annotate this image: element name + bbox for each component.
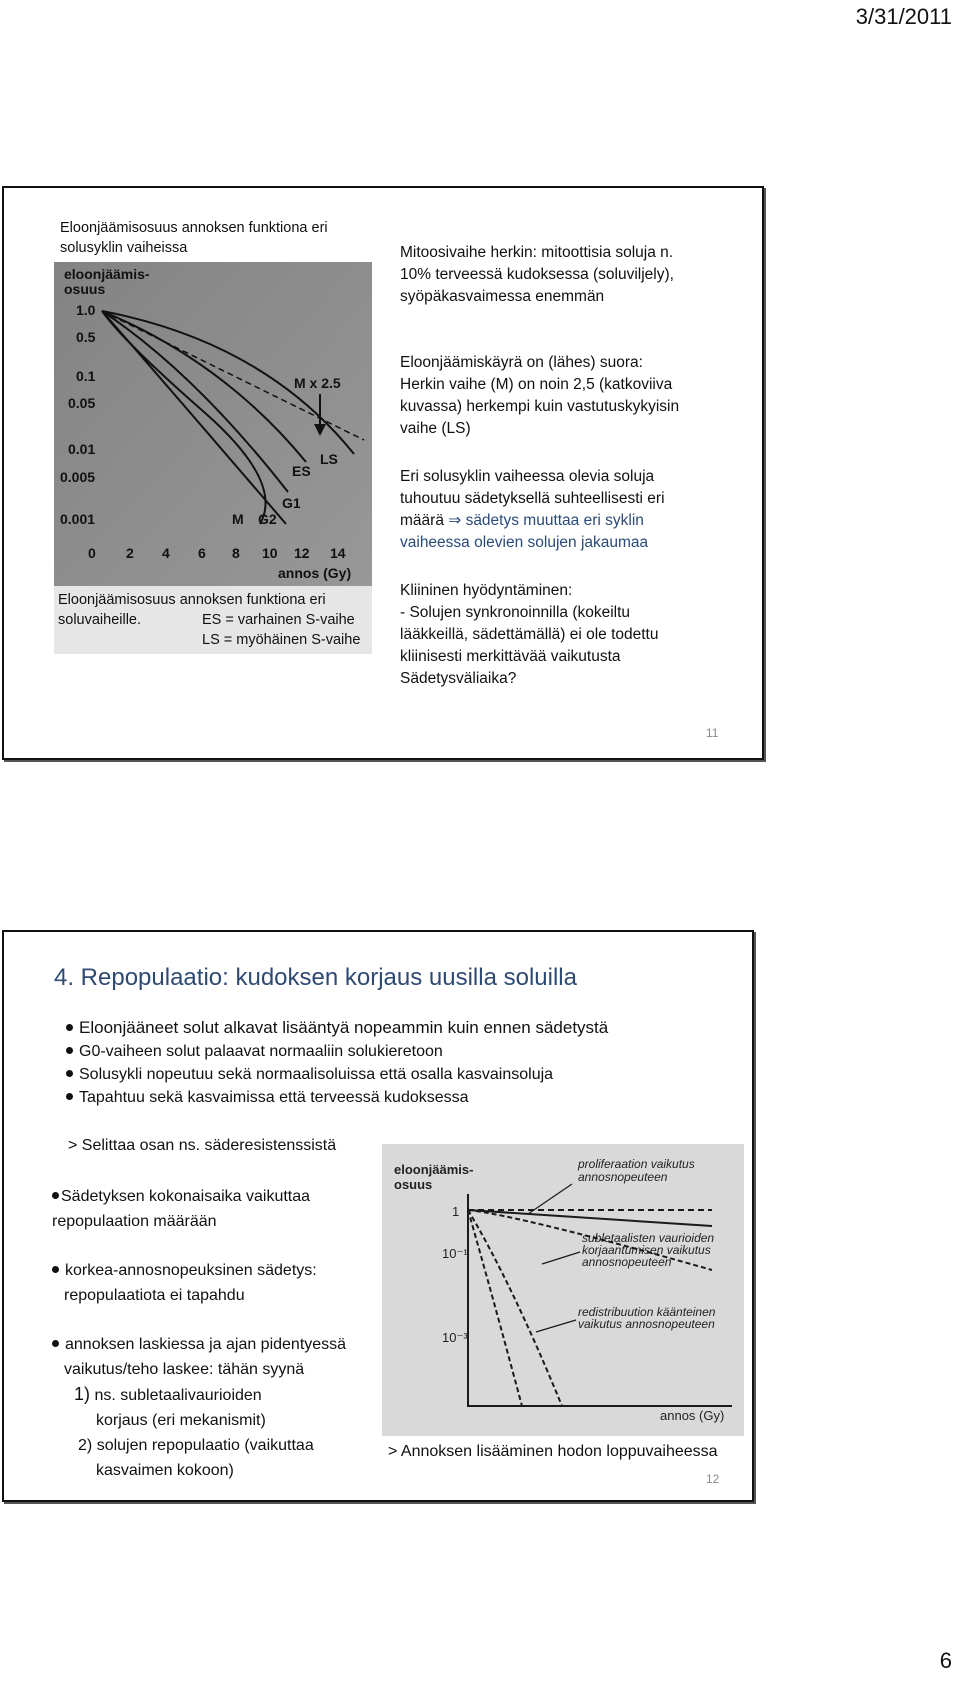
y-tick-0.001: 10⁻³ bbox=[442, 1330, 468, 1345]
annotation-sublethal-3: annosnopeuteen bbox=[582, 1255, 672, 1269]
y-tick-0.005: 0.005 bbox=[60, 469, 96, 485]
y-tick-0.01: 0.01 bbox=[68, 441, 96, 457]
y-tick-1.0: 1.0 bbox=[76, 302, 96, 318]
bullet-dot-icon bbox=[52, 1340, 59, 1347]
paragraph-survival-curve: Eloonjäämiskäyrä on (lähes) suora: Herkin vaihe (M) on noin 2,5 (katkoviiva kuvassa) herkempi kuin vastutuskykyisin vaihe (LS) bbox=[400, 354, 680, 437]
slide-title: 4. Repopulaatio: kudoksen korjaus uusilla soluilla bbox=[54, 964, 577, 991]
curve-label-m: M bbox=[232, 511, 244, 527]
slide-11 bbox=[2, 186, 764, 760]
bullet-dot-icon bbox=[66, 1093, 73, 1100]
x-tick-14: 14 bbox=[330, 545, 346, 561]
paragraph-clinical: Kliininen hyödyntäminen: - Solujen synkronoinnilla (kokeiltu lääkkeillä, sädettämällä) ei ole todettu kliinisesti merkittävää vaikutusta Sädetysväliaika? bbox=[400, 582, 659, 687]
list-item: Sädetyksen kokonaisaika vaikuttaa bbox=[52, 1184, 382, 1209]
y-tick-0.001: 0.001 bbox=[60, 511, 96, 527]
y-tick-0.1: 10⁻¹ bbox=[442, 1246, 468, 1261]
x-tick-0: 0 bbox=[88, 545, 96, 561]
figure-caption-top: Eloonjäämisosuus annoksen funktiona eri solusyklin vaiheissa bbox=[60, 220, 328, 256]
slide-number: 11 bbox=[706, 726, 719, 740]
bullet-dot-icon bbox=[66, 1024, 73, 1031]
bullet-dot-icon bbox=[66, 1070, 73, 1077]
bullet-dot-icon bbox=[52, 1192, 59, 1199]
list-item: Solusykli nopeutuu sekä normaalisoluissa että osalla kasvainsoluja bbox=[66, 1063, 608, 1086]
list-item: Tapahtuu sekä kasvaimissa että terveessä kudoksessa bbox=[66, 1086, 608, 1109]
cell-cycle-survival-figure bbox=[54, 262, 372, 598]
repopulation-dose-rate-figure bbox=[382, 1144, 744, 1436]
y-tick-0.1: 0.1 bbox=[76, 368, 96, 384]
annotation-proliferation-1: proliferaation vaikutus bbox=[578, 1157, 695, 1171]
curve-label-es: ES bbox=[292, 463, 311, 479]
curve-label-g2: G2 bbox=[258, 511, 277, 527]
arrow-label: M x 2.5 bbox=[294, 375, 341, 391]
list-item: G0-vaiheen solut palaavat normaaliin solukieretoon bbox=[66, 1040, 608, 1063]
bullet-list bbox=[66, 1016, 608, 1109]
x-axis-label: annos (Gy) bbox=[660, 1408, 725, 1423]
implies-arrow-icon: ⇒ bbox=[448, 512, 462, 529]
paragraph-mitosis: Mitoosivaihe herkin: mitoottisia soluja n. 10% terveessä kudoksessa (soluviljely), syöpäkasvaimessa enemmän bbox=[400, 244, 674, 305]
annotation-redistribution-1: redistribuution käänteinen bbox=[578, 1305, 716, 1319]
resistance-note: > Selittaa osan ns. säderesistenssistä bbox=[68, 1137, 337, 1154]
x-tick-4: 4 bbox=[162, 545, 170, 561]
left-column: Sädetyksen kokonaisaika vaikuttaa repopulaation määrään korkea-annosnopeuksinen sädetys: repopulaatiota ei tapahdu annoksen laskiessa ja ajan pidentyessä vaikutus/teho laskee: tähän syynä 1) ns. subletaalivaurioiden korjaus (eri mekanismit) 2) solujen repopulaatio (vaikuttaa kasvaimen kokoon) bbox=[52, 1184, 382, 1483]
curve-label-ls: LS bbox=[320, 451, 338, 467]
x-tick-2: 2 bbox=[126, 545, 134, 561]
page-date: 3/31/2011 bbox=[855, 4, 952, 29]
y-axis-label-2: osuus bbox=[394, 1177, 433, 1192]
x-tick-8: 8 bbox=[232, 545, 240, 561]
paragraph-cycle-phases: Eri solusyklin vaiheessa olevia soluja tuhoutuu sädetyksellä suhteellisesti eri määrä ⇒ sädetys muuttaa eri syklin vaiheessa olevien solujen jakaumaa bbox=[400, 468, 665, 551]
curve-label-g1: G1 bbox=[282, 495, 301, 511]
slide-12 bbox=[2, 930, 754, 1502]
x-tick-6: 6 bbox=[198, 545, 206, 561]
figure-background bbox=[382, 1144, 744, 1436]
figure-caption: > Annoksen lisääminen hodon loppuvaiheessa bbox=[388, 1443, 718, 1460]
bullet-dot-icon bbox=[66, 1047, 73, 1054]
annotation-sublethal-1: subletaalisten vaurioiden bbox=[582, 1231, 715, 1245]
list-item: annoksen laskiessa ja ajan pidentyessä bbox=[52, 1332, 382, 1357]
list-item: korkea-annosnopeuksinen sädetys: bbox=[52, 1258, 382, 1283]
figure-caption-bottom: Eloonjäämisosuus annoksen funktiona eri soluvaiheille. ES = varhainen S-vaihe LS = myöhäinen S-vaihe bbox=[54, 586, 372, 654]
bullet-dot-icon bbox=[52, 1266, 59, 1273]
y-tick-1: 1 bbox=[452, 1204, 460, 1219]
y-axis-label-1: eloonjäämis- bbox=[394, 1162, 474, 1177]
slide-number: 12 bbox=[706, 1472, 720, 1486]
annotation-sublethal-2: korjaantumisen vaikutus bbox=[582, 1243, 711, 1257]
x-axis-label: annos (Gy) bbox=[278, 565, 352, 581]
y-tick-0.05: 0.05 bbox=[68, 395, 96, 411]
y-axis-label-2: osuus bbox=[64, 281, 106, 297]
x-tick-10: 10 bbox=[262, 545, 278, 561]
list-item: Eloonjääneet solut alkavat lisääntyä nopeammin kuin ennen sädetystä bbox=[66, 1016, 608, 1040]
y-tick-0.5: 0.5 bbox=[76, 329, 96, 345]
page-number: 6 bbox=[939, 1648, 952, 1673]
annotation-redistribution-2: vaikutus annosnopeuteen bbox=[578, 1317, 715, 1331]
annotation-proliferation-2: annosnopeuteen bbox=[578, 1170, 668, 1184]
x-tick-12: 12 bbox=[294, 545, 310, 561]
y-axis-label-1: eloonjäämis- bbox=[64, 266, 150, 282]
